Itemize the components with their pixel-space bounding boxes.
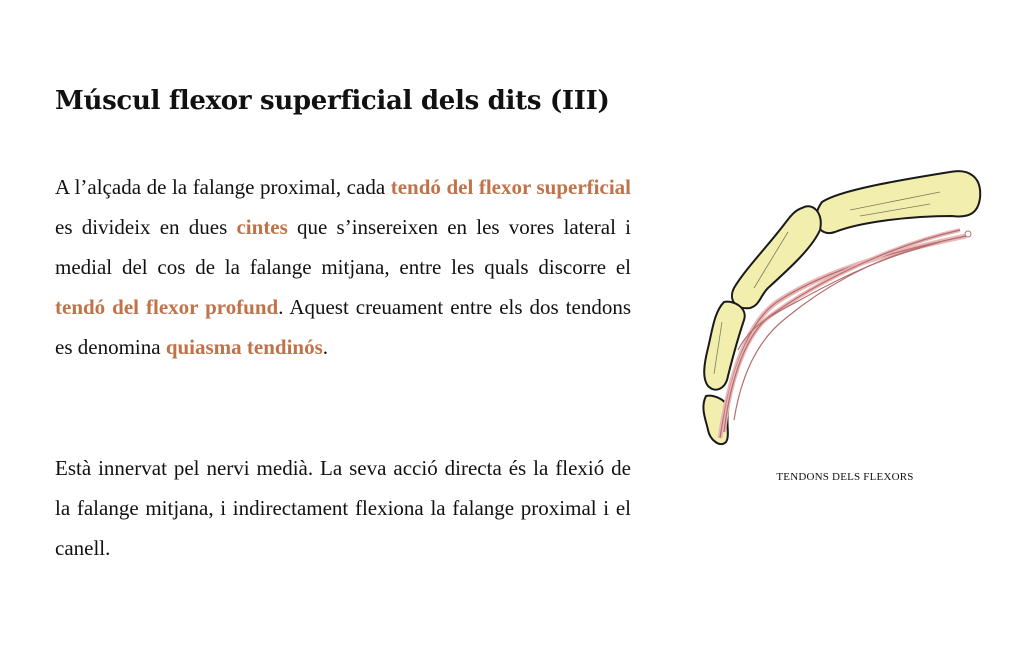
paragraph-innervation: Està innervat pel nervi medià. La seva acció directa és la flexió de la falange mitjana, i indirectament flexiona la falange proximal i el canell. xyxy=(55,456,631,560)
term-quiasma-tendinos[interactable]: quiasma tendinós xyxy=(165,335,323,359)
proximal-phalanx xyxy=(704,302,744,390)
term-flexor-profund-tendon[interactable]: tendó del flexor profund xyxy=(55,295,279,319)
term-cintes[interactable]: cintes xyxy=(236,215,288,239)
figure-caption: TENDONS DELS FLEXORS xyxy=(776,471,914,483)
paragraph-tendons xyxy=(55,167,631,367)
finger-bones-illustration-icon xyxy=(690,150,1000,460)
distal-phalanx xyxy=(816,171,980,233)
text-segment: A l’alçada de la falange proximal, cada xyxy=(55,175,391,199)
text-segment: es divideix en dues xyxy=(55,215,237,239)
page-title: Múscul flexor superficial dels dits (III) xyxy=(55,86,610,116)
term-flexor-superficial-tendon[interactable]: tendó del flexor superficial xyxy=(390,175,632,199)
text-segment: . Aquest creuament entre els dos tendons es denomina xyxy=(55,295,632,359)
text-segment: que s’insereixen en les vores lateral i medial del cos de la falange mitjana, entre les quals discorre el xyxy=(55,215,631,279)
finger-tendons-figure xyxy=(690,150,1000,460)
text-segment: . xyxy=(322,335,329,359)
